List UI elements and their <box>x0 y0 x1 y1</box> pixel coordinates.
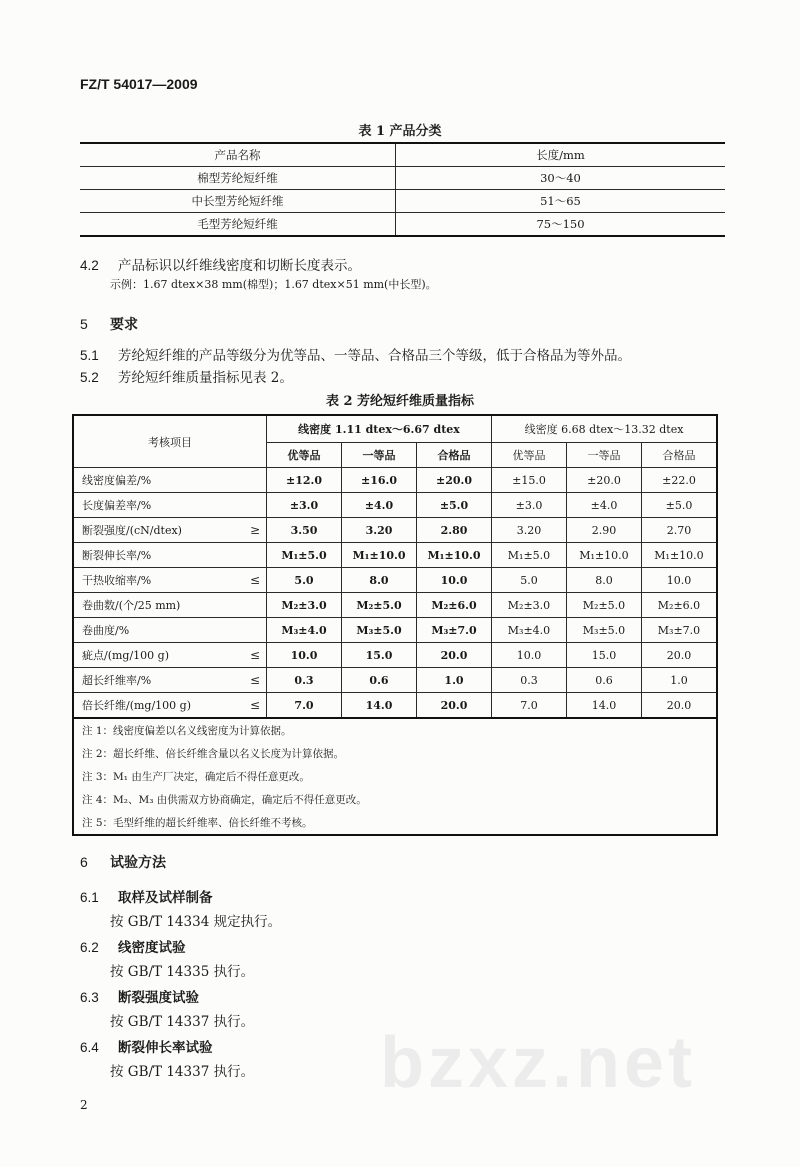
clause-6-1-heading <box>80 886 213 906</box>
clause-6-3-heading <box>80 986 199 1006</box>
table2-value-cell: 2.80 <box>417 518 492 543</box>
table2-value-cell: 14.0 <box>567 693 642 719</box>
table-row <box>73 568 717 593</box>
clause-4-2 <box>80 254 361 274</box>
table2-grade-header: 一等品 <box>342 443 417 468</box>
clause-number: 6.2 <box>80 940 99 955</box>
clause-number: 6.3 <box>80 990 99 1005</box>
table2-grade-header: 优等品 <box>267 443 342 468</box>
table-row <box>73 593 717 618</box>
table2-value-cell: 1.0 <box>417 668 492 693</box>
table2-value-cell: 3.20 <box>342 518 417 543</box>
table2-value-cell: M₃±5.0 <box>567 618 642 643</box>
table1-cell: 30～40 <box>396 167 726 190</box>
table2-value-cell: M₁±10.0 <box>342 543 417 568</box>
clause-5-2 <box>80 366 293 386</box>
table2-item-cell <box>73 618 267 643</box>
table2-note: 注 4：M₂、M₃ 由供需双方协商确定，确定后不得任意更改。 <box>82 794 367 806</box>
table2-comparison-symbol: ≤ <box>249 673 260 687</box>
table2-item-cell <box>73 593 267 618</box>
table2-value-cell: ±16.0 <box>342 468 417 493</box>
table2-value-cell: 5.0 <box>267 568 342 593</box>
table2-value-cell: 0.3 <box>492 668 567 693</box>
table2-value-cell: ±4.0 <box>567 493 642 518</box>
table2-value-cell: ±20.0 <box>417 468 492 493</box>
standard-id: FZ/T 54017—2009 <box>80 76 198 92</box>
table2-quality-indicators <box>72 414 718 836</box>
table1-product-classification <box>80 142 725 237</box>
section-title: 要求 <box>110 317 138 333</box>
clause-title: 断裂强度试验 <box>118 990 199 1006</box>
clause-number: 5.1 <box>80 348 99 363</box>
clause-6-2-heading <box>80 936 186 956</box>
table2-grade-header: 一等品 <box>567 443 642 468</box>
table2-value-cell: M₃±4.0 <box>267 618 342 643</box>
table2-value-cell: 20.0 <box>642 643 718 668</box>
table-row <box>73 618 717 643</box>
table2-item-cell <box>73 493 267 518</box>
table-row <box>73 543 717 568</box>
table2-item-header: 考核项目 <box>73 415 267 468</box>
clause-6-4-heading <box>80 1036 213 1056</box>
table2-item-cell <box>73 693 267 719</box>
table2-comparison-symbol: ≤ <box>249 698 260 712</box>
table2-value-cell: 0.3 <box>267 668 342 693</box>
clause-number: 4.2 <box>80 258 99 273</box>
table2-value-cell: ±15.0 <box>492 468 567 493</box>
clause-6-2-body: 按 GB/T 14335 执行。 <box>110 964 255 980</box>
table2-value-cell: 10.0 <box>492 643 567 668</box>
table2-item-label: 倍长纤维/(mg/100 g) <box>82 699 192 712</box>
clause-6-3-body: 按 GB/T 14337 执行。 <box>110 1014 255 1030</box>
table2-item-label: 疵点/(mg/100 g) <box>82 649 170 662</box>
table-row <box>73 468 717 493</box>
table-row <box>73 643 717 668</box>
table2-value-cell: ±5.0 <box>642 493 718 518</box>
table2-value-cell: M₂±6.0 <box>417 593 492 618</box>
table2-item-cell <box>73 568 267 593</box>
table2-group2-header: 线密度 6.68 dtex～13.32 dtex <box>492 415 718 443</box>
table2-value-cell: M₂±3.0 <box>492 593 567 618</box>
clause-number: 6.4 <box>80 1040 99 1055</box>
table2-value-cell: 20.0 <box>642 693 718 719</box>
table2-item-label: 断裂强度/(cN/dtex) <box>82 524 182 537</box>
table2-caption: 表 2 芳纶短纤维质量指标 <box>325 394 475 409</box>
table-row <box>80 213 725 237</box>
table2-comparison-symbol: ≤ <box>249 573 260 587</box>
table-row <box>73 693 717 719</box>
table2-comparison-symbol: ≥ <box>249 523 260 537</box>
table2-value-cell: M₃±4.0 <box>492 618 567 643</box>
table2-item-cell <box>73 518 267 543</box>
table2-value-cell: 15.0 <box>342 643 417 668</box>
table2-item-label: 线密度偏差/% <box>82 474 152 487</box>
clause-title: 线密度试验 <box>118 940 186 956</box>
table2-comparison-symbol: ≤ <box>249 648 260 662</box>
table2-value-cell: ±3.0 <box>267 493 342 518</box>
page-number: 2 <box>80 1098 88 1112</box>
table2-grade-header: 优等品 <box>492 443 567 468</box>
table-row <box>80 190 725 213</box>
table2-value-cell: 10.0 <box>417 568 492 593</box>
table2-grade-header: 合格品 <box>642 443 718 468</box>
table2-value-cell: 20.0 <box>417 693 492 719</box>
table2-value-cell: 2.90 <box>567 518 642 543</box>
table2-value-cell: M₃±5.0 <box>342 618 417 643</box>
table-note-row <box>73 718 717 742</box>
section-5-heading <box>80 314 138 334</box>
table-note-row <box>73 742 717 765</box>
table-row <box>73 668 717 693</box>
table2-item-label: 卷曲数/(个/25 mm) <box>82 599 181 612</box>
clause-5-1 <box>80 344 631 364</box>
table1-caption: 表 1 产品分类 <box>358 124 442 139</box>
section-title: 试验方法 <box>110 855 166 871</box>
table2-value-cell: 7.0 <box>267 693 342 719</box>
table1-cell: 棉型芳纶短纤维 <box>80 167 396 190</box>
table1-header-length: 长度/mm <box>396 143 726 167</box>
table2-value-cell: M₂±6.0 <box>642 593 718 618</box>
table2-value-cell: M₁±5.0 <box>492 543 567 568</box>
table-row <box>73 518 717 543</box>
table2-value-cell: ±20.0 <box>567 468 642 493</box>
table2-item-label: 断裂伸长率/% <box>82 549 152 562</box>
table2-item-cell <box>73 668 267 693</box>
table2-value-cell: M₂±5.0 <box>342 593 417 618</box>
table2-item-label: 卷曲度/% <box>82 624 130 637</box>
table2-value-cell: 8.0 <box>567 568 642 593</box>
table2-item-label: 长度偏差率/% <box>82 499 152 512</box>
section-number: 5 <box>80 316 88 332</box>
table2-value-cell: 2.70 <box>642 518 718 543</box>
clause-6-4-body: 按 GB/T 14337 执行。 <box>110 1064 255 1080</box>
table2-value-cell: M₁±10.0 <box>567 543 642 568</box>
table2-value-cell: 5.0 <box>492 568 567 593</box>
table2-note: 注 1：线密度偏差以名义线密度为计算依据。 <box>73 718 717 742</box>
table2-item-cell <box>73 468 267 493</box>
clause-6-1-body: 按 GB/T 14334 规定执行。 <box>110 914 282 930</box>
clause-4-2-example: 示例：1.67 dtex×38 mm(棉型)；1.67 dtex×51 mm(中长型)。 <box>110 278 437 291</box>
clause-number: 5.2 <box>80 370 99 385</box>
clause-number: 6.1 <box>80 890 99 905</box>
table2-value-cell: 14.0 <box>342 693 417 719</box>
table2-note: 注 5：毛型纤维的超长纤维率、倍长纤维不考核。 <box>82 817 313 829</box>
table2-value-cell: M₂±3.0 <box>267 593 342 618</box>
table-note-row <box>73 788 717 811</box>
clause-title: 取样及试样制备 <box>118 890 213 906</box>
watermark: bzxz.net <box>380 1023 697 1103</box>
table2-value-cell: M₂±5.0 <box>567 593 642 618</box>
table1-cell: 毛型芳纶短纤维 <box>80 213 396 237</box>
section-number: 6 <box>80 854 88 870</box>
table2-value-cell: M₃±7.0 <box>417 618 492 643</box>
section-6-heading <box>80 852 166 872</box>
table2-value-cell: 3.20 <box>492 518 567 543</box>
clause-text: 产品标识以纤维线密度和切断长度表示。 <box>118 258 361 274</box>
table2-value-cell: 10.0 <box>267 643 342 668</box>
table2-value-cell: 8.0 <box>342 568 417 593</box>
table2-value-cell: ±22.0 <box>642 468 718 493</box>
table2-value-cell: 3.50 <box>267 518 342 543</box>
table2-value-cell: 7.0 <box>492 693 567 719</box>
table-note-row <box>73 811 717 835</box>
table2-value-cell: ±5.0 <box>417 493 492 518</box>
table2-value-cell: ±4.0 <box>342 493 417 518</box>
table2-note: 注 2：超长纤维、倍长纤维含量以名义长度为计算依据。 <box>82 748 345 760</box>
table2-item-cell <box>73 643 267 668</box>
table1-cell: 75～150 <box>396 213 726 237</box>
table2-value-cell: M₁±5.0 <box>267 543 342 568</box>
table2-value-cell: M₁±10.0 <box>642 543 718 568</box>
table2-value-cell: 15.0 <box>567 643 642 668</box>
table2-item-label: 超长纤维率/% <box>82 674 152 687</box>
table-row <box>80 167 725 190</box>
table1-cell: 中长型芳纶短纤维 <box>80 190 396 213</box>
table2-value-cell: 10.0 <box>642 568 718 593</box>
table2-grade-header: 合格品 <box>417 443 492 468</box>
table2-value-cell: 1.0 <box>642 668 718 693</box>
table2-value-cell: 0.6 <box>342 668 417 693</box>
table2-value-cell: ±12.0 <box>267 468 342 493</box>
table2-group1-header: 线密度 1.11 dtex～6.67 dtex <box>267 415 492 443</box>
table2-value-cell: 20.0 <box>417 643 492 668</box>
table2-value-cell: 0.6 <box>567 668 642 693</box>
clause-text: 芳纶短纤维的产品等级分为优等品、一等品、合格品三个等级，低于合格品为等外品。 <box>118 348 631 364</box>
table2-note: 注 3：M₁ 由生产厂决定，确定后不得任意更改。 <box>82 771 310 783</box>
table2-value-cell: ±3.0 <box>492 493 567 518</box>
clause-text: 芳纶短纤维质量指标见表 2。 <box>118 370 293 386</box>
table2-item-label: 干热收缩率/% <box>82 574 152 587</box>
table2-value-cell: M₁±10.0 <box>417 543 492 568</box>
table-note-row <box>73 765 717 788</box>
clause-title: 断裂伸长率试验 <box>118 1040 213 1056</box>
table-row <box>73 493 717 518</box>
table2-value-cell: M₃±7.0 <box>642 618 718 643</box>
table1-cell: 51～65 <box>396 190 726 213</box>
table2-item-cell <box>73 543 267 568</box>
table1-header-name: 产品名称 <box>80 143 396 167</box>
